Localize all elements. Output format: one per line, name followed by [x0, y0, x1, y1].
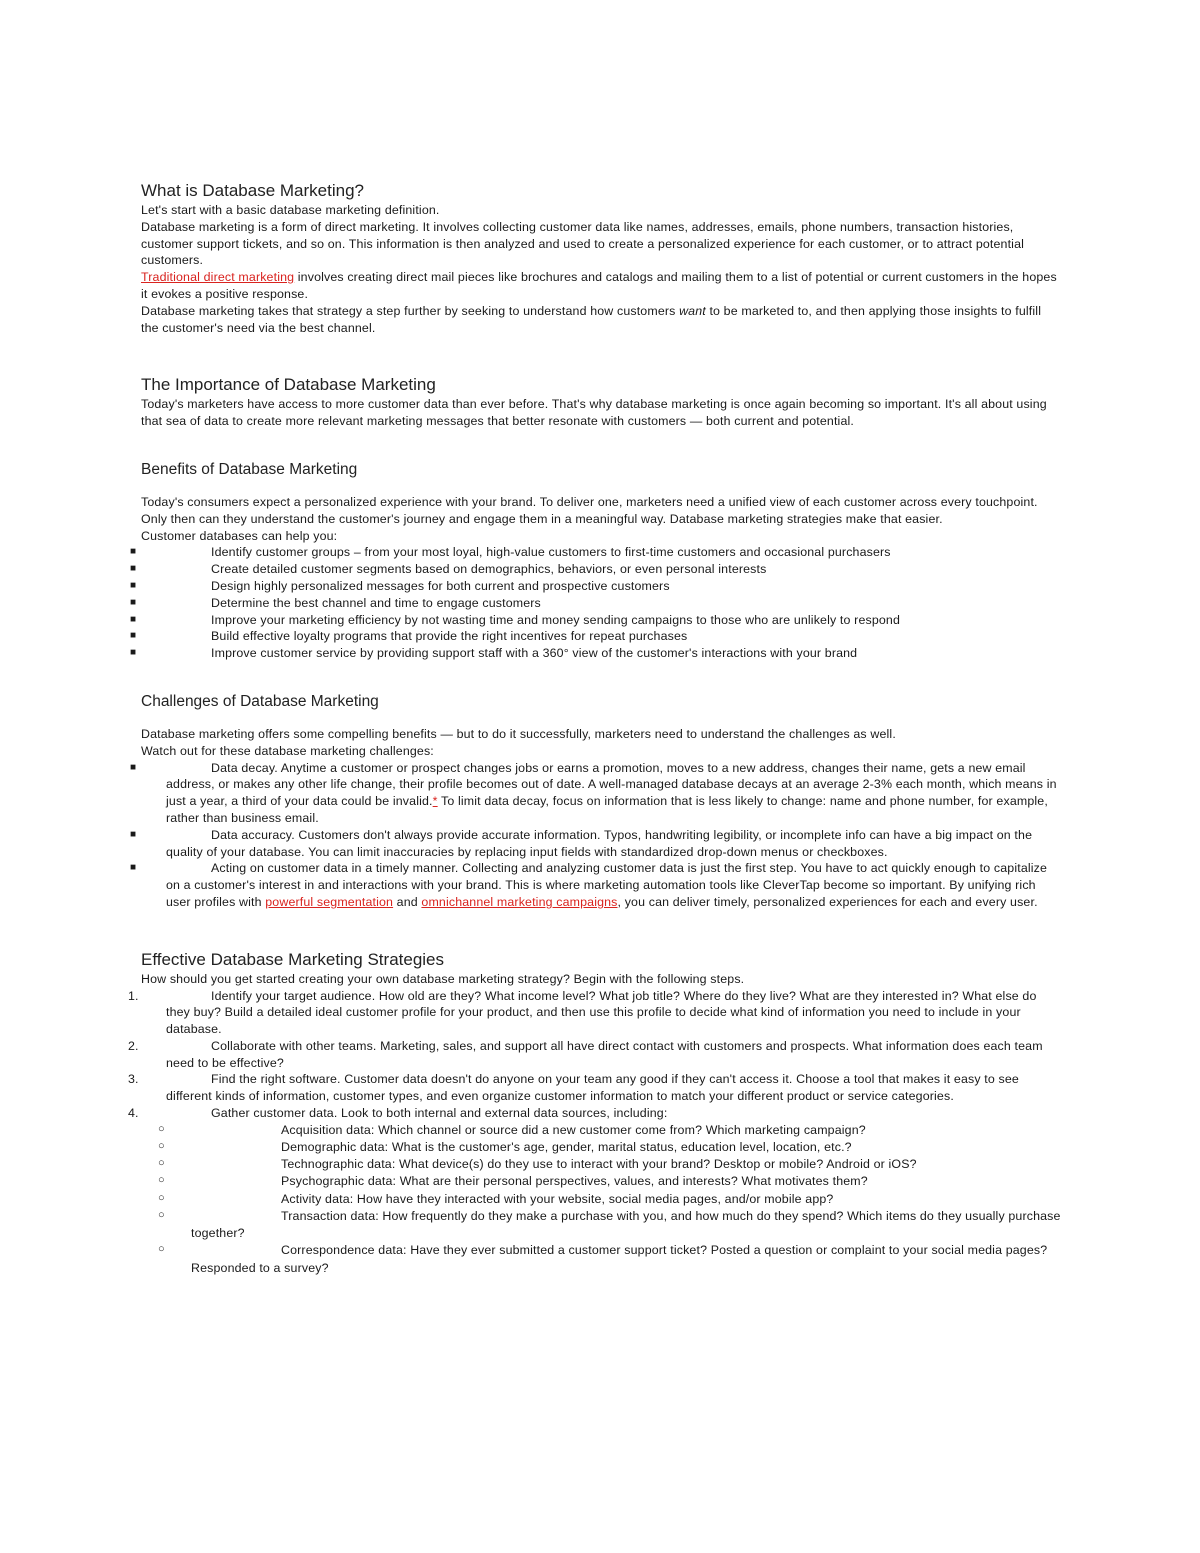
list-item: 4. Gather customer data. Look to both internal and external data sources, including:: [128, 1106, 668, 1121]
paragraph: Watch out for these database marketing challenges:: [141, 743, 434, 758]
challenges-list: [130, 760, 1061, 911]
list-item: ■ Determine the best channel and time to engage customers: [130, 595, 541, 610]
powerful-segmentation-link[interactable]: powerful segmentation: [265, 894, 394, 909]
list-item: ○ Acquisition data: Which channel or source did a new customer come from? Which marketing campaign?: [158, 1122, 866, 1137]
paragraph-text: Database marketing takes that strategy a step further by seeking to understand how customers: [141, 303, 680, 318]
bullet-icon: ■: [130, 828, 137, 840]
bullet-icon: ■: [130, 596, 137, 608]
paragraph: Let's start with a basic database marketing definition.: [141, 203, 440, 217]
section-heading-benefits: Benefits of Database Marketing: [141, 460, 358, 478]
list-number: 2.: [128, 1038, 139, 1053]
circle-bullet-icon: ○: [158, 1243, 165, 1256]
list-item: ■ Create detailed customer segments based on demographics, behaviors, or even personal interests: [130, 562, 767, 577]
bullet-icon: ■: [130, 761, 137, 773]
list-number: 3.: [128, 1072, 139, 1087]
paragraph: Today's marketers have access to more customer data than ever before. That's why database marketing is once again becoming so important. It's all about using that sea of data to create more relevant marketing messages that better resonate with customers — both current and potential.: [141, 397, 1047, 429]
paragraph: How should you get started creating your own database marketing strategy? Begin with the following steps.: [141, 971, 745, 986]
circle-bullet-icon: ○: [158, 1140, 165, 1153]
list-item: ■ Improve your marketing efficiency by not wasting time and money sending campaigns to those who are unlikely to respond: [130, 612, 900, 627]
paragraph: Database marketing offers some compelling benefits — but to do it successfully, marketers need to understand the challenges as well.: [141, 726, 896, 741]
list-item: ■ Data accuracy. Customers don't always provide accurate information. Typos, handwriting legibility, or incomplete info can have a big impact on the quality of your database. You can limit inaccuracies by replacing input fields with standardized drop-down menus or checkboxes.: [130, 827, 1033, 859]
section-heading-importance: The Importance of Database Marketing: [141, 375, 436, 395]
list-number: 1.: [128, 988, 139, 1003]
section-heading-challenges: Challenges of Database Marketing: [141, 692, 379, 710]
section-heading-what-is: What is Database Marketing?: [141, 181, 364, 200]
list-item: ■ Data decay. Anytime a customer or prospect changes jobs or earns a promotion, moves to a new address, changes their name, gets a new email address, or makes any other life change, their profile becomes out of date. A well-managed database decays at an average 2-3% each month, which means in just a year, a third of your data could be invalid.* To limit data decay, focus on information that is less likely to change: name and phone number, for example, rather than business email.: [130, 760, 1057, 825]
list-item: 3. Find the right software. Customer data doesn't do anyone on your team any good if they can't access it. Choose a tool that makes it easy to see different kinds of information, customer types, and even organize customer information to match your different product or service categories.: [128, 1072, 1019, 1104]
list-item: ○ Demographic data: What is the customer's age, gender, marital status, education level, location, etc.?: [158, 1140, 852, 1155]
circle-bullet-icon: ○: [158, 1174, 165, 1187]
list-item: ○ Activity data: How have they interacted with your website, social media pages, and/or mobile app?: [158, 1191, 834, 1206]
paragraph-text: involves creating direct mail pieces like brochures and catalogs and mailing them to a list of potential or current customers in the hopes it evokes a positive response.: [141, 270, 1057, 301]
bullet-icon: ■: [130, 579, 137, 591]
benefits-list: [130, 544, 1061, 662]
emphasis-text: want: [679, 303, 706, 318]
circle-bullet-icon: ○: [158, 1191, 165, 1204]
bullet-icon: ■: [130, 630, 137, 642]
list-number: 4.: [128, 1106, 139, 1121]
data-sources-list: [141, 1122, 1061, 1277]
list-item: ■ Design highly personalized messages for both current and prospective customers: [130, 578, 670, 593]
bullet-icon: ■: [130, 563, 137, 575]
list-item: ■ Identify customer groups – from your most loyal, high-value customers to first-time customers and occasional purchasers: [130, 545, 891, 560]
list-item: ■ Improve customer service by providing support staff with a 360° view of the customer's interactions with your brand: [130, 646, 858, 661]
bullet-icon: ■: [130, 613, 137, 625]
bullet-icon: ■: [130, 862, 137, 874]
paragraph: Customer databases can help you:: [141, 528, 338, 543]
list-item: ○ Psychographic data: What are their personal perspectives, values, and interests? What motivates them?: [158, 1174, 868, 1189]
omnichannel-campaigns-link[interactable]: omnichannel marketing campaigns: [421, 894, 618, 909]
bullet-icon: ■: [130, 647, 137, 659]
bullet-icon: ■: [130, 546, 137, 558]
list-item: 2. Collaborate with other teams. Marketing, sales, and support all have direct contact with customers and prospects. What information does each team need to be effective?: [128, 1038, 1043, 1070]
document-page: [128, 180, 1061, 1277]
paragraph: Today's consumers expect a personalized experience with your brand. To deliver one, marketers need a unified view of each customer across every touchpoint. Only then can they understand the customer's journey and engage them in a meaningful way. Database marketing strategies make that easier.: [141, 494, 1038, 526]
paragraph: [141, 269, 1061, 303]
section-heading-strategies: Effective Database Marketing Strategies: [141, 949, 445, 969]
list-item: ■ Build effective loyalty programs that provide the right incentives for repeat purchases: [130, 629, 688, 644]
circle-bullet-icon: ○: [158, 1157, 165, 1170]
list-item: ○ Transaction data: How frequently do they make a purchase with you, and how much do they spend? Which items do they usually purchase together?: [158, 1208, 1061, 1241]
list-item: 1. Identify your target audience. How old are they? What income level? What job title? Where do they live? What are they interested in? What else do they buy? Build a detailed ideal customer profile for your product, and then use this profile to decide what kind of information you need to include in your database.: [128, 988, 1037, 1037]
source-footnote-link[interactable]: *: [432, 794, 438, 809]
circle-bullet-icon: ○: [158, 1122, 165, 1135]
paragraph: [141, 303, 1061, 337]
circle-bullet-icon: ○: [158, 1208, 165, 1221]
list-item: ■ Acting on customer data in a timely manner. Collecting and analyzing customer data is just the first step. You have to act quickly enough to capitalize on a customer's interest in and interactions with your brand. This is where marketing automation tools like CleverTap become so important. By unifying rich user profiles with powerful segmentation and omnichannel marketing campaigns, you can deliver timely, personalized experiences for each and every user.: [130, 861, 1048, 909]
traditional-direct-marketing-link[interactable]: Traditional direct marketing: [141, 270, 295, 285]
paragraph-text: to be marketed to, and then applying those insights to fulfill the customer's need via the best channel.: [141, 303, 1042, 335]
list-item: ○ Correspondence data: Have they ever submitted a customer support ticket? Posted a question or complaint to your social media pages? Responded to a survey?: [158, 1243, 1048, 1275]
strategy-steps-list: [128, 988, 1061, 1122]
list-item: ○ Technographic data: What device(s) do they use to interact with your brand? Desktop or mobile? Android or iOS?: [158, 1157, 917, 1172]
paragraph: Database marketing is a form of direct marketing. It involves collecting customer data like names, addresses, emails, phone numbers, transaction histories, customer support tickets, and so on. This information is then analyzed and used to create a personalized experience for each customer, or to attract potential customers.: [141, 219, 1025, 268]
